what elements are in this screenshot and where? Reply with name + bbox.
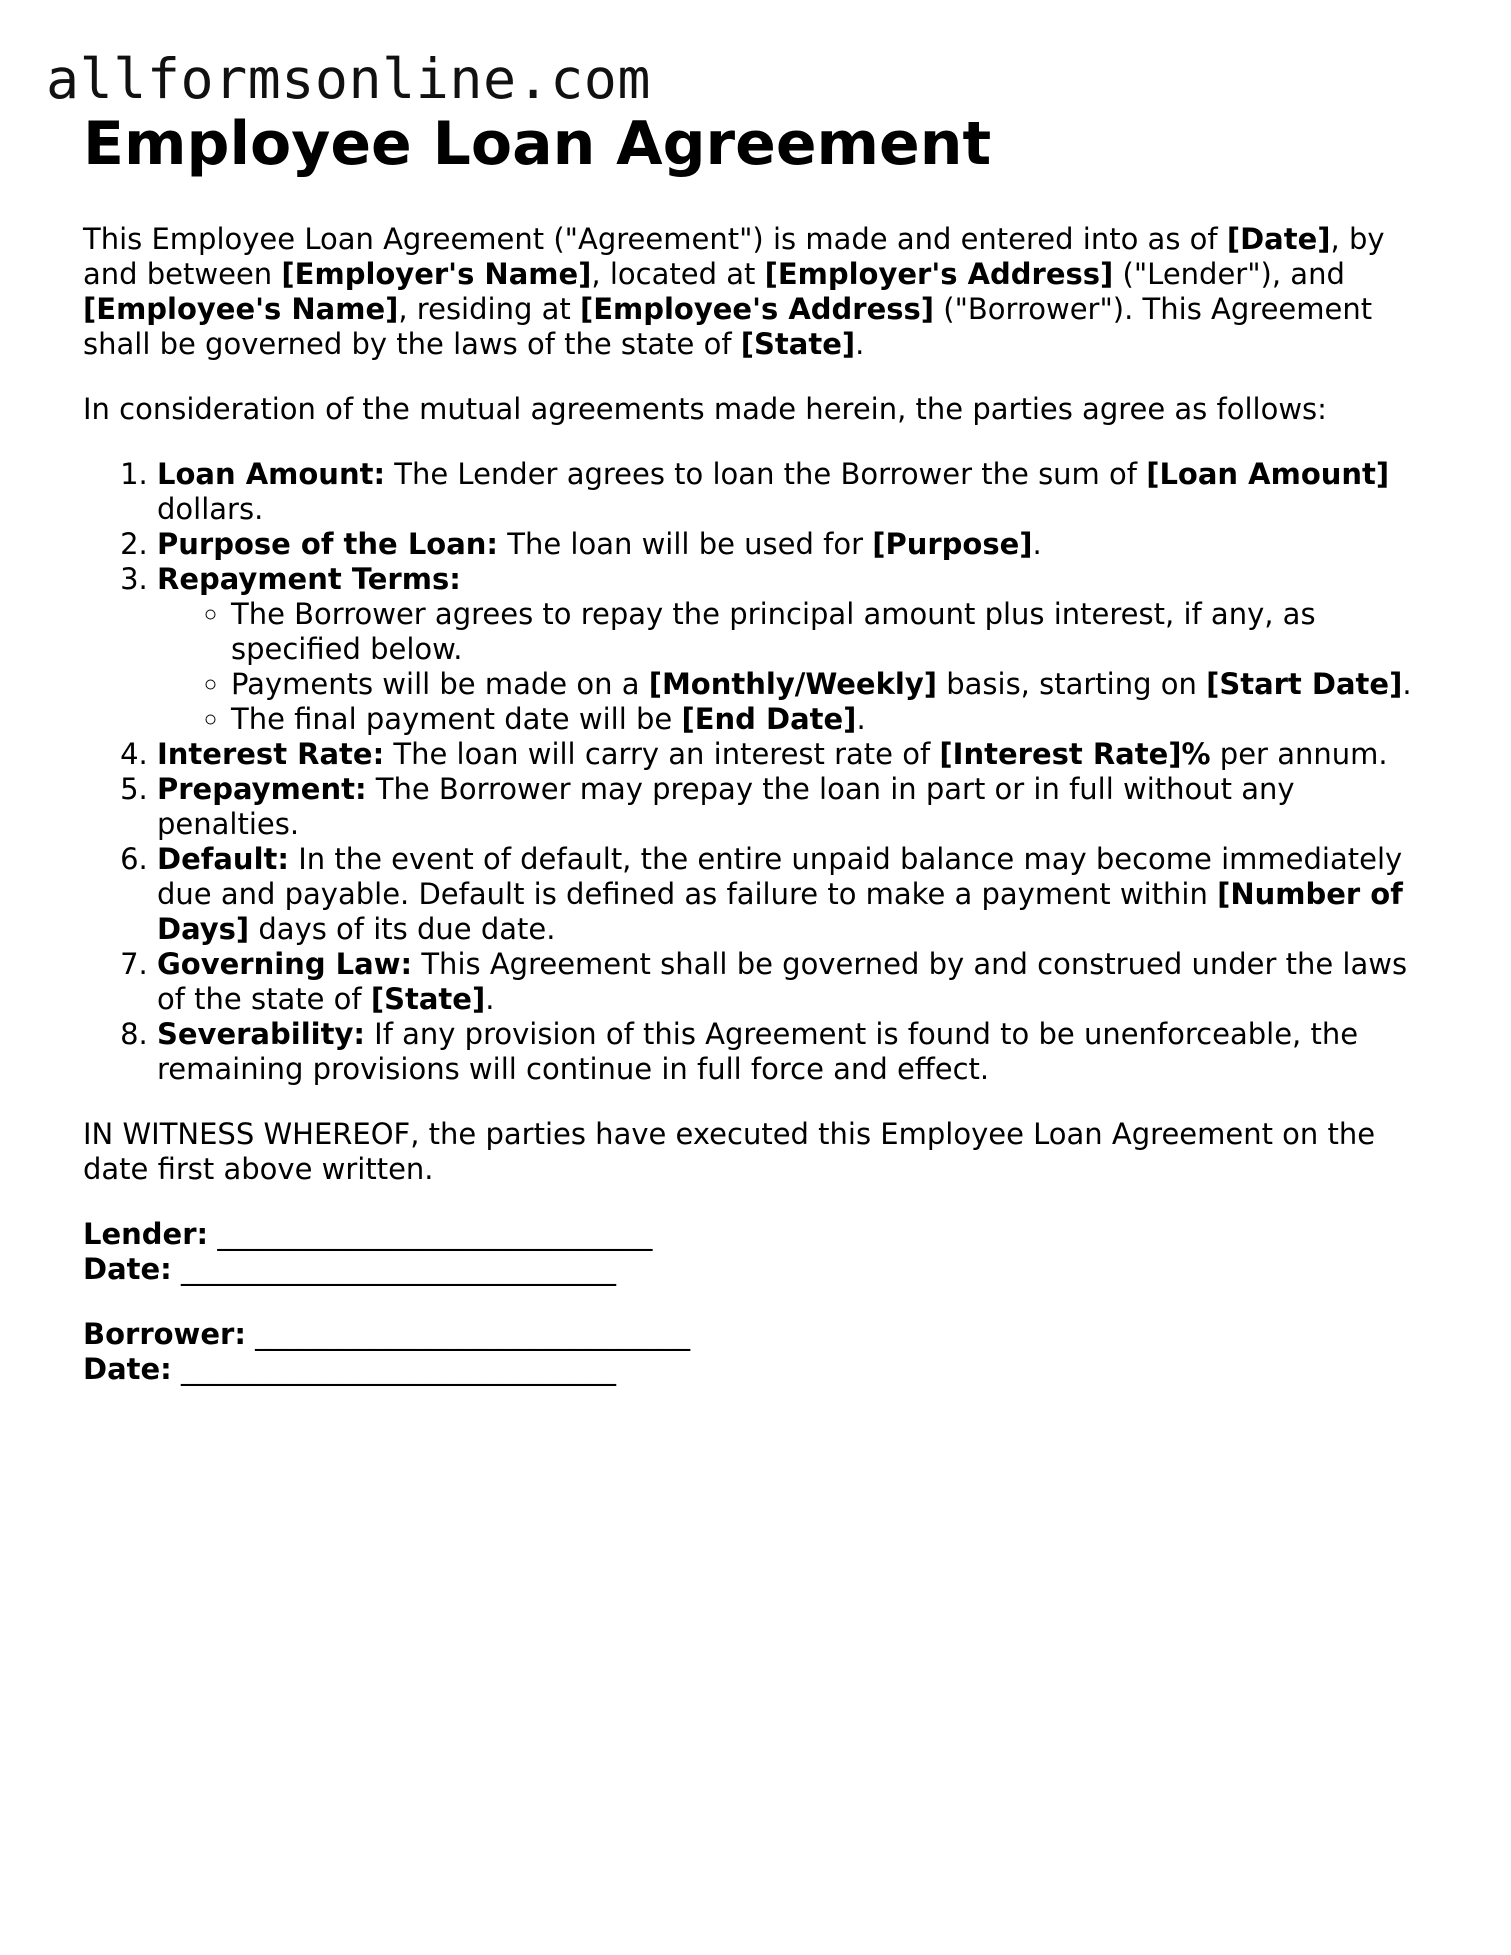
placeholder-end-date: [End Date] — [681, 702, 857, 736]
clause-text: dollars. — [157, 492, 264, 526]
document-page — [83, 104, 1443, 1417]
intro-text: , residing at — [398, 292, 580, 326]
repayment-sublist — [157, 597, 1443, 737]
placeholder-loan-amount: [Loan Amount] — [1146, 457, 1390, 491]
placeholder-state: [State] — [370, 982, 486, 1016]
clause-repayment-terms — [157, 562, 1443, 737]
clause-text: basis, starting on — [937, 667, 1207, 701]
placeholder-date: [Date] — [1226, 222, 1331, 256]
clause-heading: Interest Rate: — [157, 737, 385, 771]
placeholder-purpose: [Purpose] — [872, 527, 1033, 561]
clause-text: The loan will carry an interest rate of — [384, 737, 940, 771]
lender-signature-block — [83, 1217, 1443, 1287]
clause-text: . — [485, 982, 495, 1016]
placeholder-state: [State] — [740, 327, 856, 361]
clause-text: . — [1402, 667, 1412, 701]
clause-text: The Lender agrees to loan the Borrower the sum of — [385, 457, 1147, 491]
clause-interest-rate — [157, 737, 1443, 772]
repayment-item: ◦ The Borrower agrees to repay the principal amount plus interest, if any, as specified below. — [231, 597, 1443, 667]
placeholder-employee-name: [Employee's Name] — [83, 292, 399, 326]
clause-governing-law — [157, 947, 1443, 1017]
clause-text: Payments will be made on a — [231, 667, 649, 701]
clause-prepayment — [157, 772, 1443, 842]
lender-signature-line[interactable] — [83, 1217, 1443, 1252]
clause-text: per annum. — [1210, 737, 1388, 771]
clause-text: This Agreement shall be governed by and construed under the laws of the state of — [157, 947, 1408, 1016]
clause-text: If any provision of this Agreement is found to be unenforceable, the remaining provisions will continue in full force and effect. — [157, 1017, 1359, 1086]
placeholder-employee-address: [Employee's Address] — [579, 292, 935, 326]
clause-text: The loan will be used for — [498, 527, 873, 561]
clause-text: The Borrower may prepay the loan in part or in full without any penalties. — [157, 772, 1295, 841]
clause-loan-amount — [157, 457, 1443, 527]
clause-heading: Governing Law: — [157, 947, 413, 981]
intro-text: . — [855, 327, 865, 361]
clause-heading: Severability: — [157, 1017, 365, 1051]
clause-heading: Default: — [157, 842, 289, 876]
lender-date-line[interactable] — [83, 1252, 1443, 1287]
clause-text: In the event of default, the entire unpaid balance may become immediately due and payable. Default is defined as failure to make a payment within — [157, 842, 1403, 911]
intro-text: ("Lender"), and — [1113, 257, 1345, 291]
repayment-item — [231, 702, 1443, 737]
document-title: Employee Loan Agreement — [83, 109, 992, 179]
consideration-paragraph: In consideration of the mutual agreements made herein, the parties agree as follows: — [83, 392, 1327, 426]
intro-text: This Employee Loan Agreement ("Agreement") is made and entered into as of — [83, 222, 1227, 256]
placeholder-number-of-days: [Number of Days] — [157, 877, 1403, 946]
borrower-date-blank: ______________________________ — [181, 1352, 616, 1386]
clause-text: days of its due date. — [249, 912, 556, 946]
placeholder-employer-address: [Employer's Address] — [764, 257, 1114, 291]
clause-heading: Repayment Terms: — [157, 562, 461, 596]
placeholder-interest-rate: [Interest Rate]% — [939, 737, 1211, 771]
lender-date-blank: ______________________________ — [181, 1252, 616, 1286]
clause-text: . — [856, 702, 866, 736]
borrower-date-label: Date: — [83, 1352, 172, 1386]
intro-text: , by and between — [83, 222, 1385, 291]
lender-label: Lender: — [83, 1217, 209, 1251]
repayment-item — [231, 667, 1443, 702]
clauses-list — [83, 457, 1443, 1087]
clause-heading: Prepayment: — [157, 772, 367, 806]
borrower-date-line[interactable] — [83, 1352, 1443, 1387]
clause-heading: Loan Amount: — [157, 457, 386, 491]
borrower-signature-block — [83, 1317, 1443, 1387]
clause-heading: Purpose of the Loan: — [157, 527, 499, 561]
watermark-text: allformsonline.com — [46, 47, 652, 111]
lender-blank: ______________________________ — [217, 1217, 653, 1251]
borrower-signature-line[interactable] — [83, 1317, 1443, 1352]
clause-severability — [157, 1017, 1443, 1087]
borrower-blank: ______________________________ — [255, 1317, 691, 1351]
intro-paragraph — [83, 222, 1443, 362]
intro-text: ("Borrower"). This Agreement shall be governed by the laws of the state of — [83, 292, 1373, 361]
witness-paragraph: IN WITNESS WHEREOF, the parties have executed this Employee Loan Agreement on the date first above written. — [83, 1117, 1376, 1186]
clause-default — [157, 842, 1443, 947]
placeholder-employer-name: [Employer's Name] — [281, 257, 592, 291]
lender-date-label: Date: — [83, 1252, 172, 1286]
clause-purpose — [157, 527, 1443, 562]
placeholder-frequency: [Monthly/Weekly] — [648, 667, 937, 701]
placeholder-start-date: [Start Date] — [1206, 667, 1403, 701]
clause-text: . — [1032, 527, 1042, 561]
clause-text: The final payment date will be — [231, 702, 682, 736]
borrower-label: Borrower: — [83, 1317, 246, 1351]
intro-text: , located at — [591, 257, 765, 291]
